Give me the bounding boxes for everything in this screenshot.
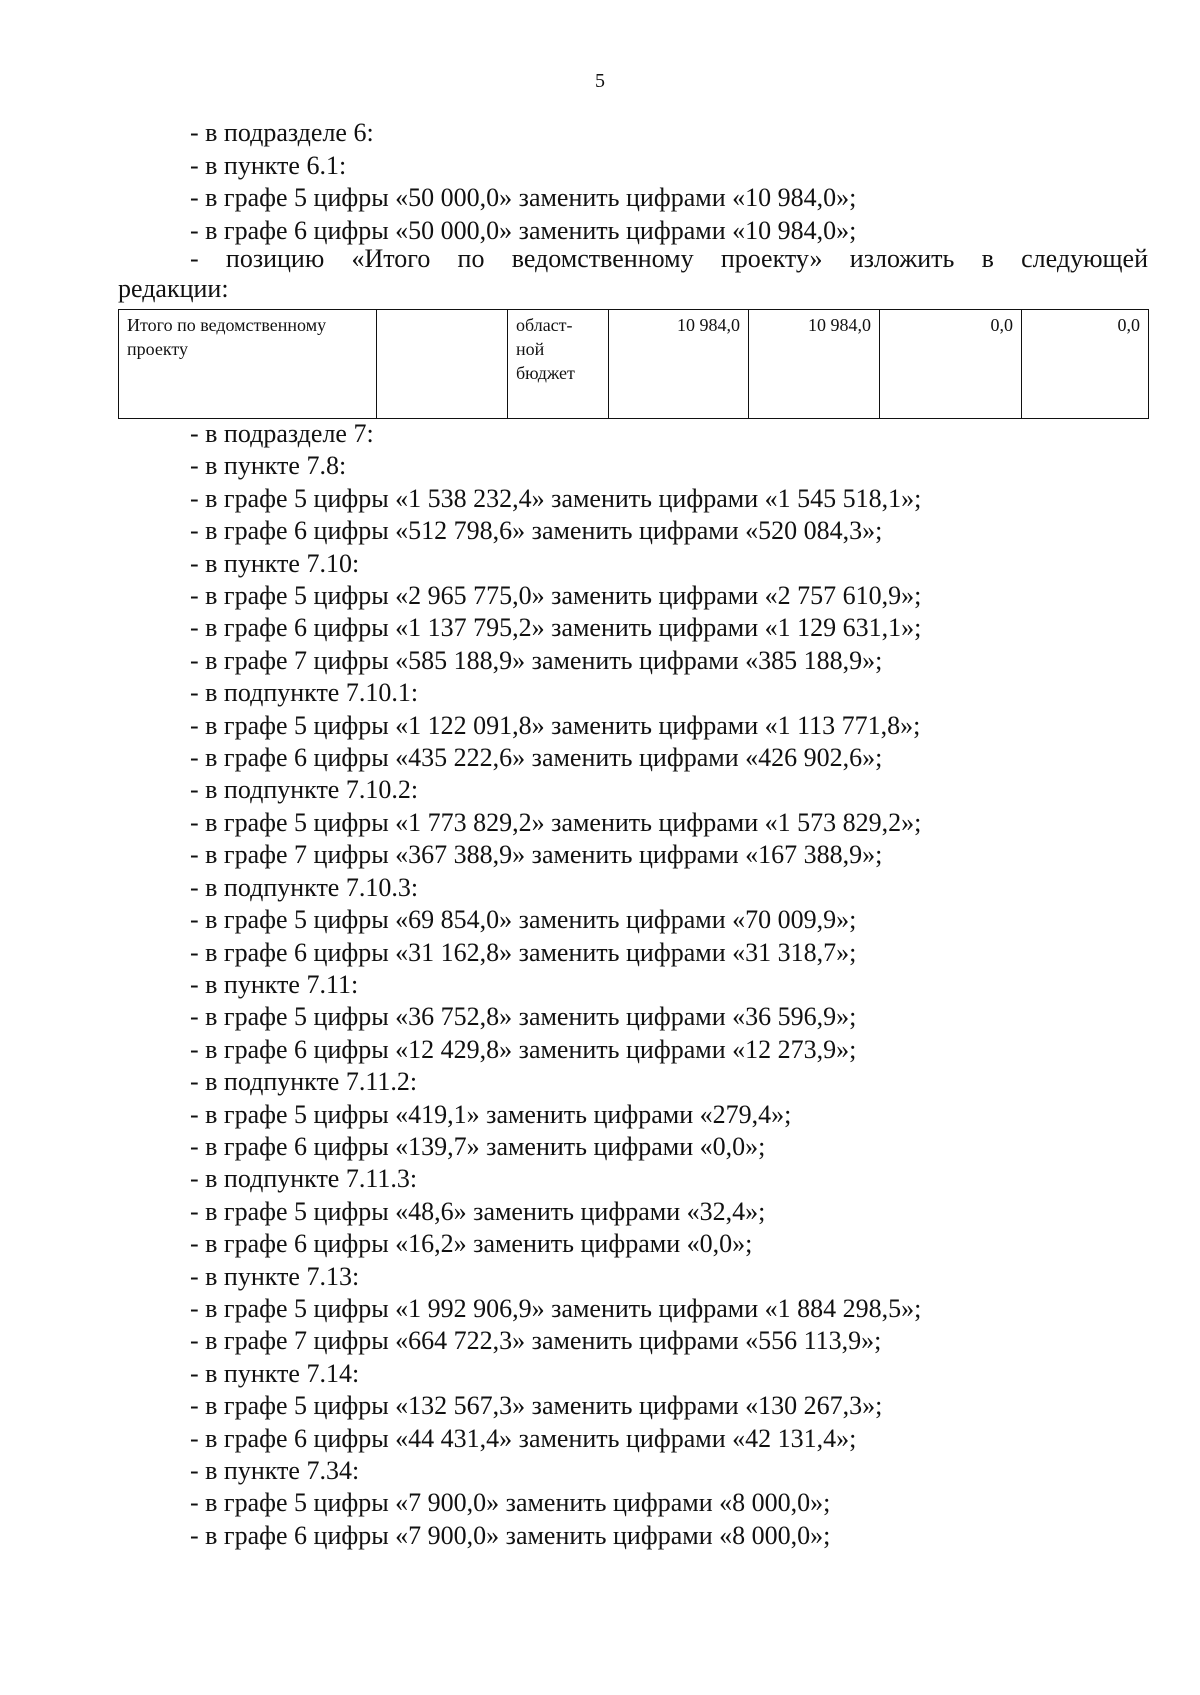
amendment-line: - в графе 7 цифры «664 722,3» заменить цифрами «556 113,9»; xyxy=(190,1326,882,1356)
page-number: 5 xyxy=(595,70,605,92)
amendment-line: - в подпункте 7.10.3: xyxy=(190,872,419,902)
amendment-line: - в графе 5 цифры «1 992 906,9» заменить цифрами «1 884 298,5»; xyxy=(190,1293,922,1323)
paragraph-word: изложить xyxy=(849,244,955,273)
paragraph-word: в xyxy=(981,244,994,273)
paragraph-word: - xyxy=(190,244,199,273)
amendment-line: - в пункте 7.8: xyxy=(190,451,347,481)
bottom-amendment-lines xyxy=(190,418,1150,1552)
amendment-line: - в графе 5 цифры «2 965 775,0» заменить цифрами «2 757 610,9»; xyxy=(190,581,922,611)
amendment-line: - в графе 5 цифры «50 000,0» заменить цифрами «10 984,0»; xyxy=(190,183,857,212)
amendment-line: - в графе 6 цифры «139,7» заменить цифрами «0,0»; xyxy=(190,1131,766,1161)
paragraph-word: по xyxy=(457,244,485,273)
paragraph-first-line xyxy=(118,244,1148,274)
table-cell-column-8: 0,0 xyxy=(1022,310,1149,419)
amendment-line: - в подпункте 7.11.3: xyxy=(190,1164,418,1194)
amendment-line: - в графе 5 цифры «36 752,8» заменить цифрами «36 596,9»; xyxy=(190,1002,857,1032)
paragraph-word: ведомственному xyxy=(511,244,694,273)
amendment-line: - в подразделе 6: xyxy=(190,118,374,147)
paragraph-word: следующей xyxy=(1021,244,1148,273)
amendment-line: - в графе 6 цифры «435 222,6» заменить цифрами «426 902,6»; xyxy=(190,743,883,773)
amendment-line: - в пункте 6.1: xyxy=(190,150,347,180)
table-cell-budget-source: област-ной бюджет xyxy=(508,310,609,419)
table-cell-total: 10 984,0 xyxy=(609,310,749,419)
amendment-line: - в графе 5 цифры «419,1» заменить цифрами «279,4»; xyxy=(190,1099,792,1129)
amendment-line: - в графе 7 цифры «585 188,9» заменить цифрами «385 188,9»; xyxy=(190,645,883,675)
position-paragraph xyxy=(118,244,1148,304)
paragraph-word: позицию xyxy=(225,244,325,273)
amendment-line: - в пункте 7.10: xyxy=(190,548,360,578)
amendment-line: - в графе 5 цифры «69 854,0» заменить цифрами «70 009,9»; xyxy=(190,905,857,935)
table-row xyxy=(119,310,1149,419)
amendment-line: - в пункте 7.13: xyxy=(190,1261,360,1291)
amendment-line: - в подпункте 7.10.1: xyxy=(190,678,419,708)
amendment-line: - в графе 5 цифры «1 122 091,8» заменить цифрами «1 113 771,8»; xyxy=(190,710,921,740)
amendment-line: - в графе 6 цифры «50 000,0» заменить цифрами «10 984,0»; xyxy=(190,215,857,245)
amendment-line: - в графе 6 цифры «31 162,8» заменить цифрами «31 318,7»; xyxy=(190,937,857,967)
amendment-line: - в пункте 7.11: xyxy=(190,969,359,999)
table-cell-label: Итого по ведомственному проекту xyxy=(119,310,377,419)
amendment-line: - в графе 5 цифры «132 567,3» заменить цифрами «130 267,3»; xyxy=(190,1391,883,1421)
amendment-line: - в графе 6 цифры «16,2» заменить цифрами «0,0»; xyxy=(190,1229,753,1259)
amendment-line: - в графе 5 цифры «7 900,0» заменить цифрами «8 000,0»; xyxy=(190,1488,831,1518)
amendment-line: - в графе 5 цифры «48,6» заменить цифрами «32,4»; xyxy=(190,1196,766,1226)
amendment-line: - в графе 6 цифры «1 137 795,2» заменить цифрами «1 129 631,1»; xyxy=(190,613,922,643)
paragraph-word: «Итого xyxy=(351,244,431,273)
amendment-line: - в графе 6 цифры «7 900,0» заменить цифрами «8 000,0»; xyxy=(190,1520,831,1550)
amendment-line: - в графе 6 цифры «44 431,4» заменить цифрами «42 131,4»; xyxy=(190,1423,857,1453)
amendment-line: - в подпункте 7.10.2: xyxy=(190,775,419,805)
amendment-line: - в графе 6 цифры «12 429,8» заменить цифрами «12 273,9»; xyxy=(190,1034,857,1064)
amendment-line: - в графе 6 цифры «512 798,6» заменить цифрами «520 084,3»; xyxy=(190,516,883,546)
top-amendment-lines xyxy=(190,117,1150,247)
table-cell-column-7: 0,0 xyxy=(880,310,1022,419)
amendment-line: - в подпункте 7.11.2: xyxy=(190,1067,418,1097)
table-cell-column-6: 10 984,0 xyxy=(749,310,880,419)
amendment-line: - в графе 5 цифры «1 538 232,4» заменить цифрами «1 545 518,1»; xyxy=(190,483,922,513)
amendment-line: - в подразделе 7: xyxy=(190,419,374,448)
amendment-line: - в пункте 7.34: xyxy=(190,1456,360,1485)
amendment-line: - в графе 7 цифры «367 388,9» заменить цифрами «167 388,9»; xyxy=(190,840,883,870)
amendment-line: - в графе 5 цифры «1 773 829,2» заменить цифрами «1 573 829,2»; xyxy=(190,807,922,837)
project-total-table xyxy=(118,309,1149,419)
paragraph-word: проекту» xyxy=(720,244,823,273)
paragraph-continuation: редакции: xyxy=(118,274,229,303)
table-cell-empty xyxy=(377,310,508,419)
amendment-line: - в пункте 7.14: xyxy=(190,1358,360,1388)
